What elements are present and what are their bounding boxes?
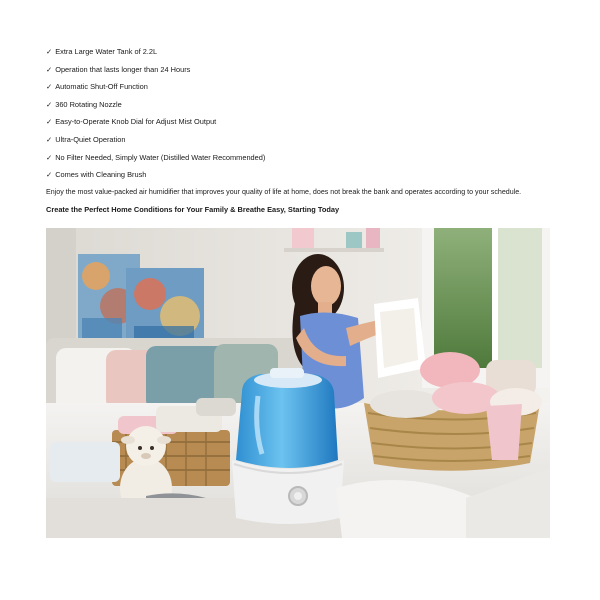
feature-item xyxy=(46,154,551,162)
checkmark-icon: ✓ xyxy=(46,47,53,56)
feature-item xyxy=(46,171,551,179)
feature-text: Extra Large Water Tank of 2.2L xyxy=(55,47,158,56)
wall-painting xyxy=(126,268,204,348)
feature-item xyxy=(46,66,551,74)
feature-item xyxy=(46,83,551,91)
feature-item xyxy=(46,48,551,56)
feature-item xyxy=(46,101,551,109)
feature-text: No Filter Needed, Simply Water (Distilled Water Recommended) xyxy=(55,152,266,162)
section-headline: Create the Perfect Home Conditions for Your Family & Breathe Easy, Starting Today xyxy=(46,204,340,214)
checkmark-icon: ✓ xyxy=(46,152,53,162)
feature-text: Comes with Cleaning Brush xyxy=(55,170,147,180)
humidifier xyxy=(232,368,344,524)
pink-cloth xyxy=(486,404,522,460)
photo-illustration xyxy=(46,228,550,538)
feature-text: Operation that lasts longer than 24 Hours xyxy=(55,64,191,74)
folded-towels xyxy=(50,442,120,482)
feature-item xyxy=(46,136,551,144)
feature-text: Ultra-Quiet Operation xyxy=(55,134,126,144)
checkmark-icon: ✓ xyxy=(46,170,53,180)
feature-text: Easy-to-Operate Knob Dial for Adjust Mist Output xyxy=(55,117,217,127)
feature-text: 360 Rotating Nozzle xyxy=(55,99,122,109)
product-description xyxy=(46,48,551,214)
feature-list xyxy=(46,48,551,179)
product-description-text: Enjoy the most value-packed air humidifier that improves your quality of life at home, does not break the bank and operates according to your schedule. xyxy=(46,188,522,197)
checkmark-icon: ✓ xyxy=(46,99,53,109)
checkmark-icon: ✓ xyxy=(46,117,53,127)
checkmark-icon: ✓ xyxy=(46,64,53,74)
checkmark-icon: ✓ xyxy=(46,134,53,144)
humidifier-lifestyle-photo xyxy=(46,228,550,538)
feature-text: Automatic Shut-Off Function xyxy=(55,82,148,92)
feature-item xyxy=(46,118,551,126)
checkmark-icon: ✓ xyxy=(46,82,53,92)
